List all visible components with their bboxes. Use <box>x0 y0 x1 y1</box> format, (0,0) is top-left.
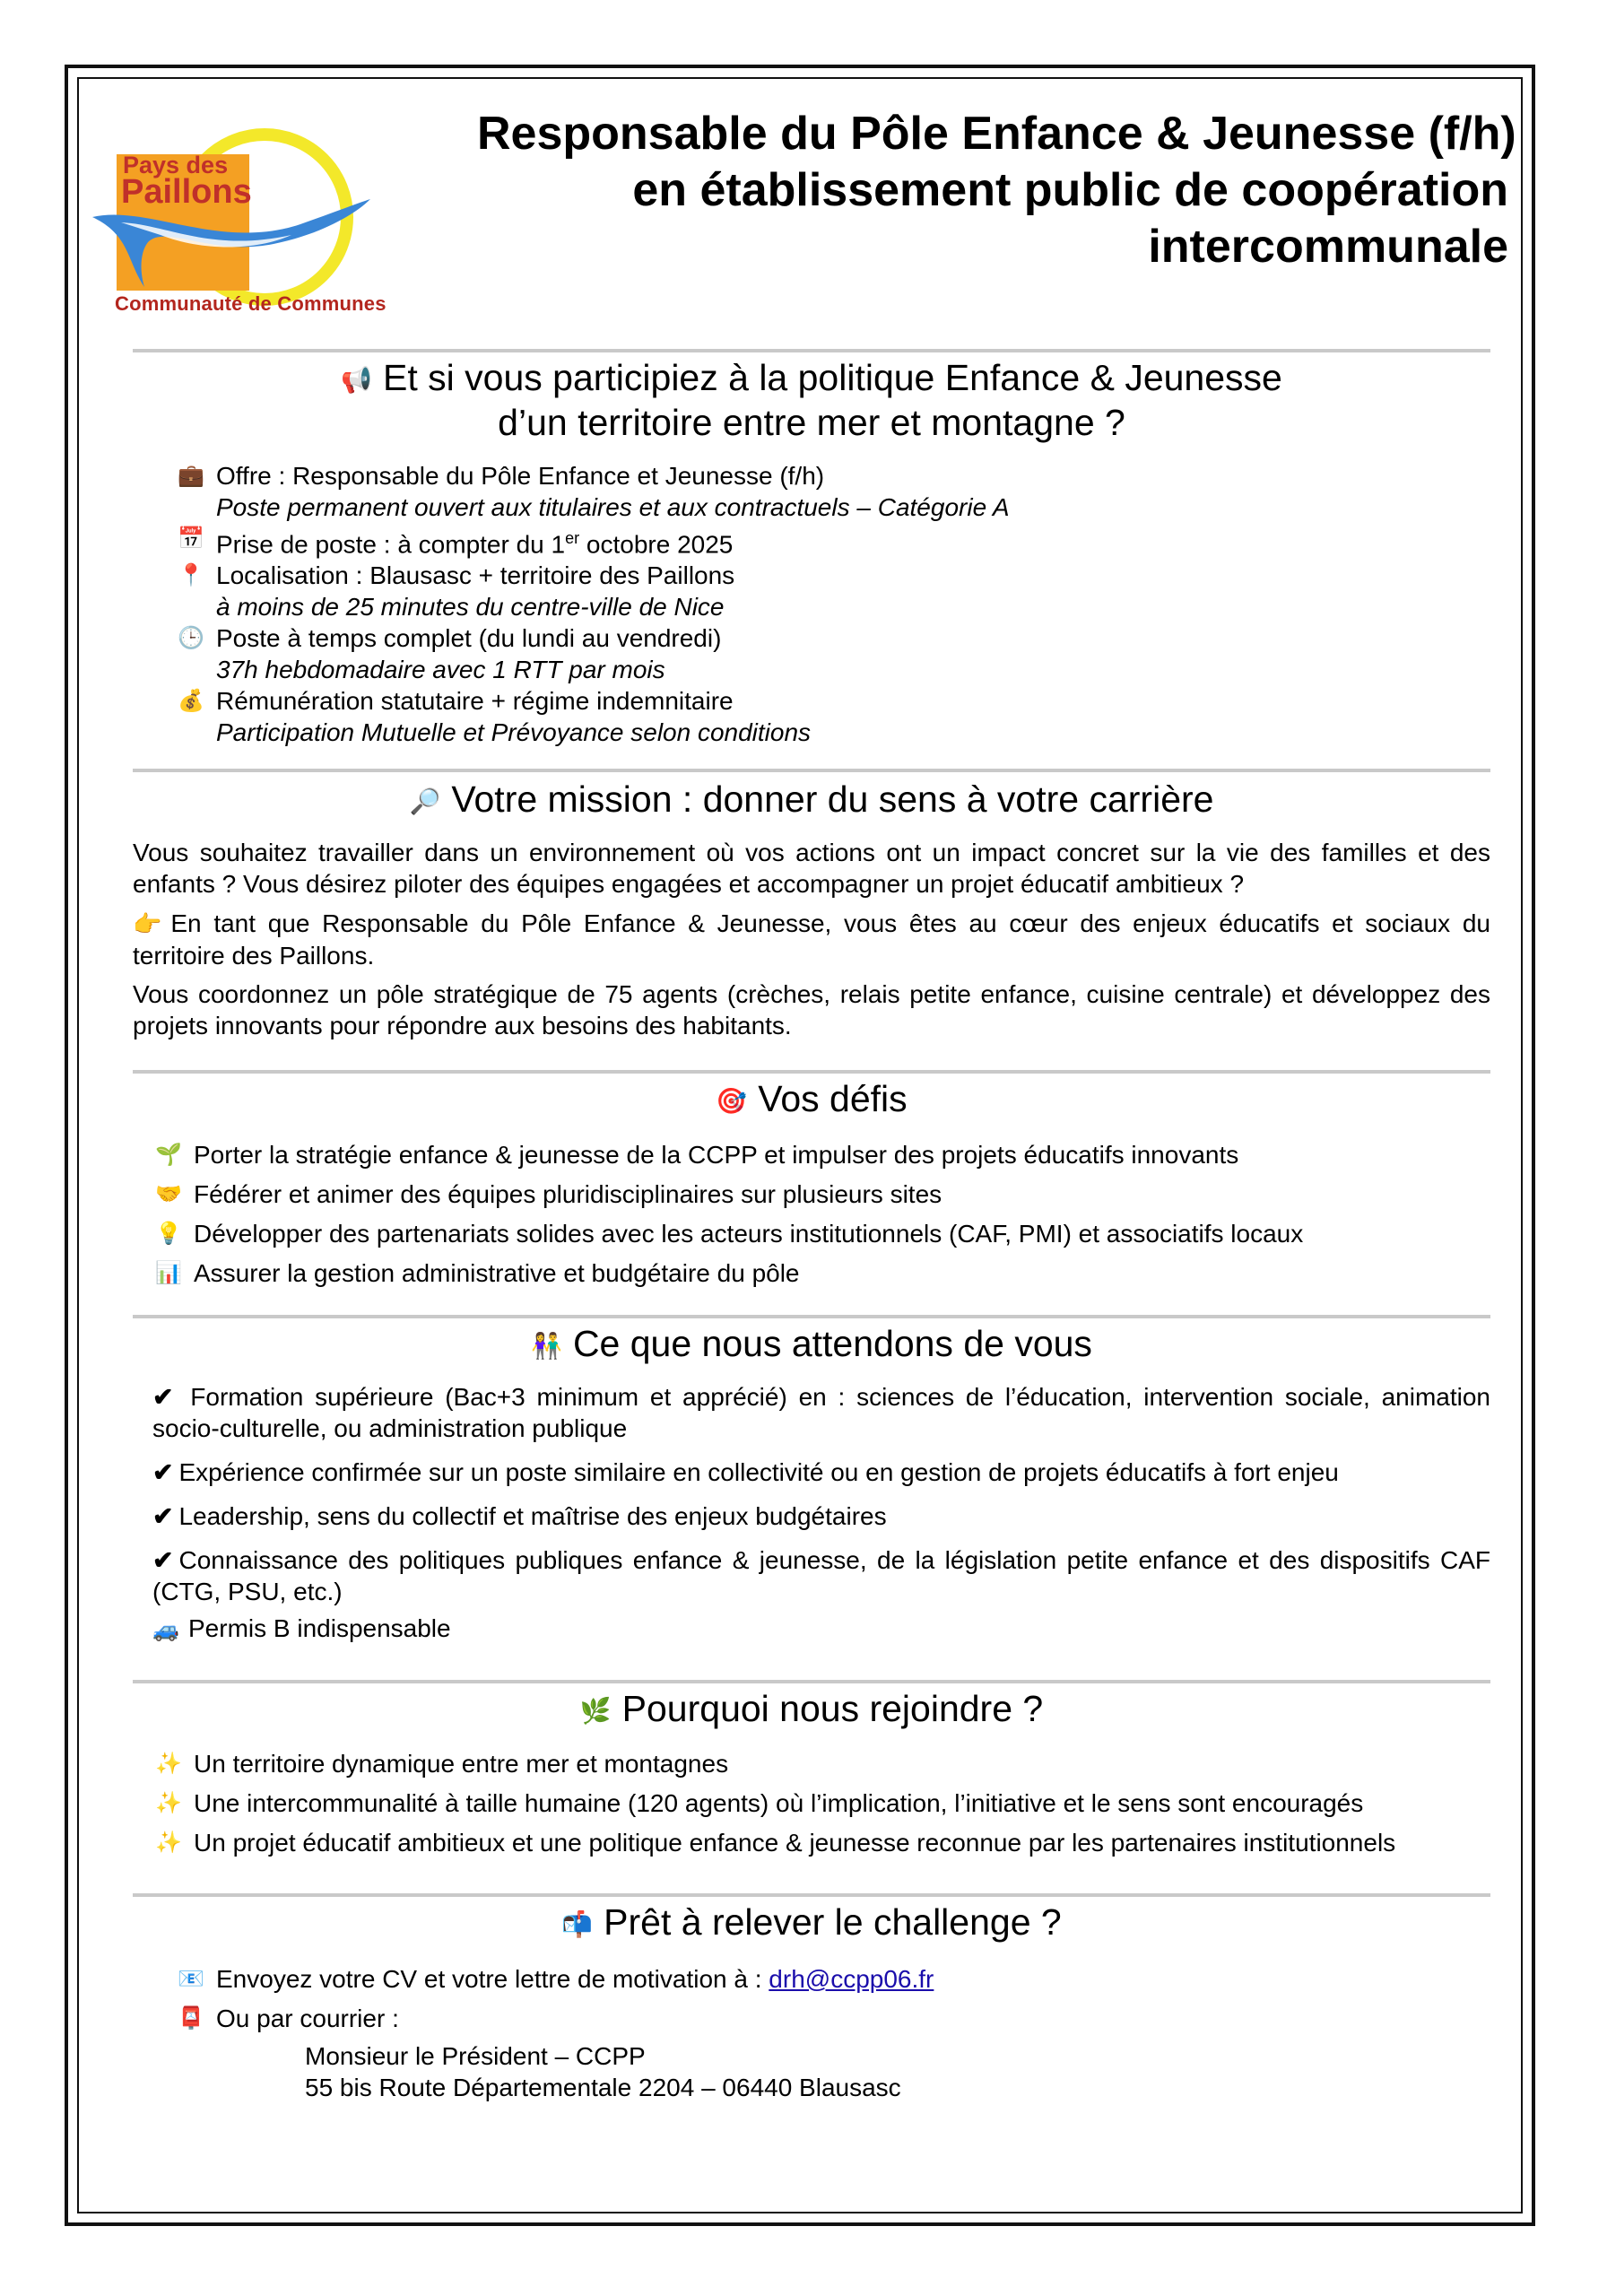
seedling-icon: 🌱 <box>155 1143 182 1167</box>
section-divider <box>133 1680 1490 1683</box>
list-item-detail: Participation Mutuelle et Prévoyance selon conditions <box>216 718 812 747</box>
section-divider <box>133 1315 1490 1318</box>
title-line-3: intercommunale <box>1148 221 1508 273</box>
magnifier-icon: 🔎 <box>409 787 441 815</box>
section-divider <box>133 1893 1490 1897</box>
megaphone-icon: 📢 <box>341 366 373 394</box>
defis-list <box>152 1135 1303 1293</box>
list-item: 📊 Assurer la gestion administrative et budgétaire du pôle <box>152 1254 1303 1293</box>
list-item: 📮 Ou par courrier : <box>175 1999 934 2039</box>
page-title <box>477 106 1516 275</box>
email-link[interactable]: drh@ccpp06.fr <box>769 1965 934 1993</box>
intro-title <box>133 355 1490 403</box>
calendar-icon: 📅 <box>178 526 204 551</box>
section-divider <box>133 1070 1490 1074</box>
list-item: ✔ Formation supérieure (Bac+3 minimum et apprécié) en : sciences de l’éducation, intervention sociale, animation socio-culturelle, ou administration publique <box>152 1383 1491 1442</box>
check-icon: ✔ <box>152 1383 174 1411</box>
mission-paragraph-1: Vous souhaitez travailler dans un environnement où vos actions ont un impact concret sur la vie des familles et des enfants ? Vous désirez piloter des équipes engagées et accompagner un projet éducatif ambitieux ? <box>133 839 1490 898</box>
car-icon: 🚙 <box>152 1618 179 1642</box>
list-item-detail: 37h hebdomadaire avec 1 RTT par mois <box>216 656 665 684</box>
logo-text-line1: Pays des <box>123 152 229 178</box>
check-icon: ✔ <box>152 1546 174 1574</box>
people-icon: 👫 <box>531 1332 562 1360</box>
list-item: 📅 Prise de poste : à compter du 1er octobre 2025 <box>175 523 1010 560</box>
list-item: 💰 Rémunération statutaire + régime indemnitaire <box>175 685 1010 717</box>
lightbulb-icon: 💡 <box>155 1222 182 1246</box>
section-divider <box>133 349 1490 352</box>
target-icon: 🎯 <box>716 1087 748 1115</box>
list-item: ✔ Expérience confirmée sur un poste similaire en collectivité ou en gestion de projets éducatifs à fort enjeu <box>152 1458 1339 1486</box>
contact-list <box>175 1960 934 2039</box>
title-line-1: Responsable du Pôle Enfance & Jeunesse (f/h) <box>477 108 1516 160</box>
postal-address-line-1: Monsieur le Président – CCPP <box>305 2042 646 2070</box>
list-item: ✨ Un projet éducatif ambitieux et une politique enfance & jeunesse reconnue par les partenaires institutionnels <box>152 1823 1395 1863</box>
email-icon: 📧 <box>178 1967 204 1991</box>
list-item: 📧 Envoyez votre CV et votre lettre de motivation à : drh@ccpp06.fr <box>175 1960 934 1999</box>
mailbox-icon: 📬 <box>561 1910 594 1938</box>
offer-details-list <box>175 460 1010 748</box>
money-bag-icon: 💰 <box>178 689 204 714</box>
briefcase-icon: 💼 <box>178 464 204 488</box>
check-icon: ✔ <box>152 1458 174 1486</box>
herb-icon: 🌿 <box>579 1697 612 1725</box>
postal-address-line-2: 55 bis Route Départementale 2204 – 06440 Blausasc <box>305 2074 901 2101</box>
attentes-title: 👫 Ce que nous attendons de vous <box>133 1321 1490 1369</box>
mission-paragraph-3: Vous coordonnez un pôle stratégique de 75 agents (crèches, relais petite enfance, cuisine centrale) et développez des projets innovants pour répondre aux besoins des habitants. <box>133 980 1490 1039</box>
list-item: 💼 Offre : Responsable du Pôle Enfance et Jeunesse (f/h) <box>175 460 1010 491</box>
intro-title-line1: Et si vous participiez à la politique Enfance & Jeunesse <box>383 357 1282 398</box>
list-item: ✨ Un territoire dynamique entre mer et montagnes <box>152 1744 1395 1784</box>
mission-paragraph-2: 👉 En tant que Responsable du Pôle Enfance & Jeunesse, vous êtes au cœur des enjeux éducatifs et sociaux du territoire des Paillons. <box>133 909 1490 970</box>
defis-title: 🎯 Vos défis <box>133 1076 1490 1124</box>
logo-text-line2: Paillons <box>121 173 252 211</box>
contact-title: 📬 Prêt à relever le challenge ? <box>133 1900 1490 1947</box>
title-line-2: en établissement public de coopération <box>632 164 1508 216</box>
mission-title: 🔎 Votre mission : donner du sens à votre carrière <box>133 777 1490 824</box>
sparkles-icon: ✨ <box>155 1752 182 1776</box>
postbox-icon: 📮 <box>178 2006 204 2031</box>
logo-caption: Communauté de Communes <box>115 292 387 315</box>
intro-title-line2: d’un territoire entre mer et montagne ? <box>498 402 1125 443</box>
list-item: ✨ Une intercommunalité à taille humaine (120 agents) où l’implication, l’initiative et le sens sont encouragés <box>152 1784 1395 1823</box>
list-item: 🌱 Porter la stratégie enfance & jeunesse de la CCPP et impulser des projets éducatifs innovants <box>152 1135 1303 1175</box>
sparkles-icon: ✨ <box>155 1791 182 1815</box>
clock-icon: 🕒 <box>178 626 204 651</box>
list-item-detail: Poste permanent ouvert aux titulaires et aux contractuels – Catégorie A <box>216 493 1010 521</box>
list-item: 🕒 Poste à temps complet (du lundi au vendredi) <box>175 622 1010 654</box>
benefits-list <box>152 1744 1395 1863</box>
bar-chart-icon: 📊 <box>155 1261 182 1285</box>
pointing-hand-icon: 👉 <box>133 910 162 937</box>
location-pin-icon: 📍 <box>178 563 204 588</box>
rejoindre-title: 🌿 Pourquoi nous rejoindre ? <box>133 1686 1490 1734</box>
requirements-list <box>152 1381 1490 1646</box>
check-icon: ✔ <box>152 1502 174 1530</box>
list-item: 📍 Localisation : Blausasc + territoire des Paillons <box>175 560 1010 591</box>
section-divider <box>133 769 1490 772</box>
list-item-detail: à moins de 25 minutes du centre-ville de Nice <box>216 593 725 622</box>
list-item: ✔ Leadership, sens du collectif et maîtrise des enjeux budgétaires <box>152 1502 887 1530</box>
handshake-icon: 🤝 <box>155 1182 182 1206</box>
sparkles-icon: ✨ <box>155 1831 182 1855</box>
list-item: 🚙 Permis B indispensable <box>152 1613 1490 1646</box>
list-item: ✔ Connaissance des politiques publiques enfance & jeunesse, de la législation petite enfance et des dispositifs CAF (CTG, PSU, etc.) <box>152 1546 1490 1605</box>
list-item: 🤝 Fédérer et animer des équipes pluridisciplinaires sur plusieurs sites <box>152 1175 1303 1214</box>
list-item: 💡 Développer des partenariats solides avec les acteurs institutionnels (CAF, PMI) et associatifs locaux <box>152 1214 1303 1254</box>
